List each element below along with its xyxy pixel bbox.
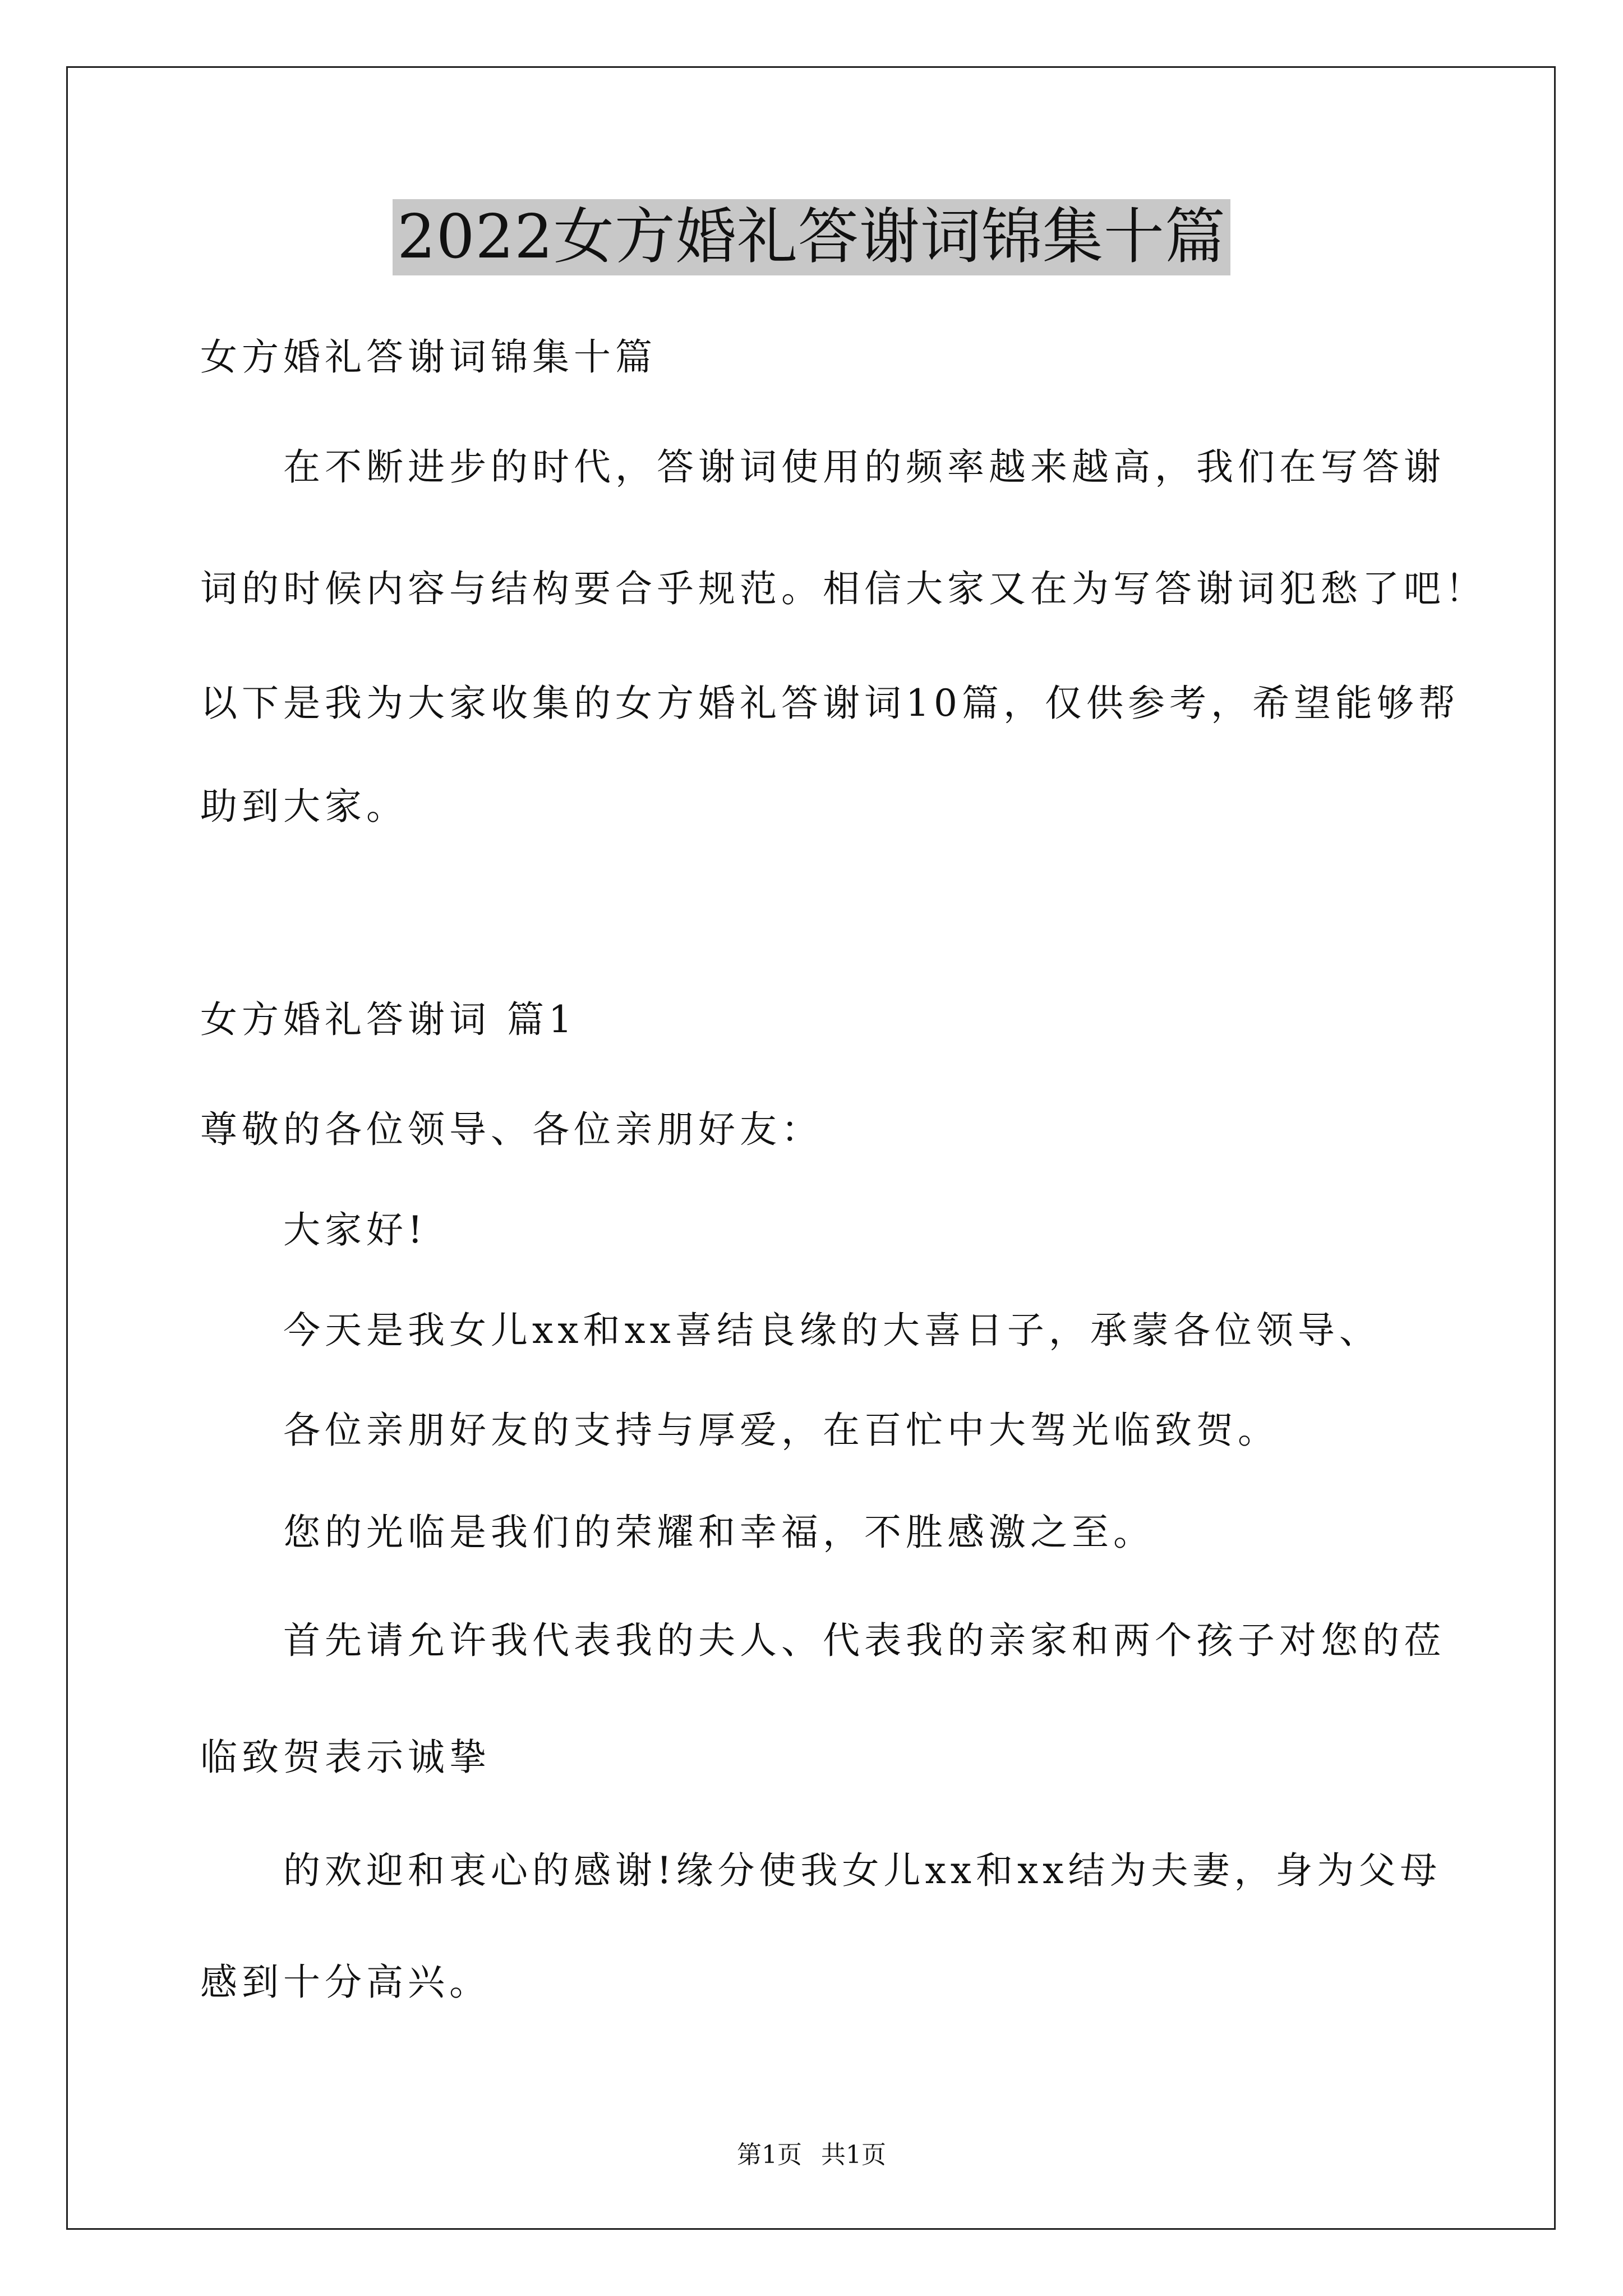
intro-line-1: 在不断进步的时代，答谢词使用的频率越来越高，我们在写答谢	[283, 445, 1445, 489]
title-container	[0, 199, 1623, 275]
body-line-7: 感到十分高兴。	[200, 1961, 491, 2004]
page-footer	[0, 2138, 1623, 2172]
body-line-5: 临致贺表示诚挚	[200, 1736, 491, 1779]
intro-line-4: 助到大家。	[200, 785, 408, 828]
body-line-1: 今天是我女儿xx和xx喜结良缘的大喜日子，承蒙各位领导、	[283, 1309, 1381, 1352]
salutation-line: 尊敬的各位领导、各位亲朋好友：	[200, 1108, 823, 1151]
subtitle-line: 女方婚礼答谢词锦集十篇	[200, 335, 657, 379]
intro-line-3: 以下是我为大家收集的女方婚礼答谢词10篇，仅供参考，希望能够帮	[200, 682, 1460, 725]
body-line-6: 的欢迎和衷心的感谢!缘分使我女儿xx和xx结为夫妻，身为父母	[283, 1849, 1442, 1892]
page-number-current: 第1页	[737, 2141, 802, 2169]
greeting-line: 大家好!	[283, 1208, 427, 1251]
document-title: 2022女方婚礼答谢词锦集十篇	[393, 199, 1230, 275]
body-line-3: 您的光临是我们的荣耀和幸福，不胜感激之至。	[283, 1511, 1155, 1554]
page-number-total: 共1页	[821, 2141, 886, 2169]
section-heading: 女方婚礼答谢词 篇1	[200, 998, 577, 1041]
intro-line-2: 词的时候内容与结构要合乎规范。相信大家又在为写答谢词犯愁了吧！	[200, 567, 1487, 610]
body-line-2: 各位亲朋好友的支持与厚爱，在百忙中大驾光临致贺。	[283, 1409, 1279, 1452]
body-line-4: 首先请允许我代表我的夫人、代表我的亲家和两个孩子对您的莅	[283, 1619, 1445, 1662]
